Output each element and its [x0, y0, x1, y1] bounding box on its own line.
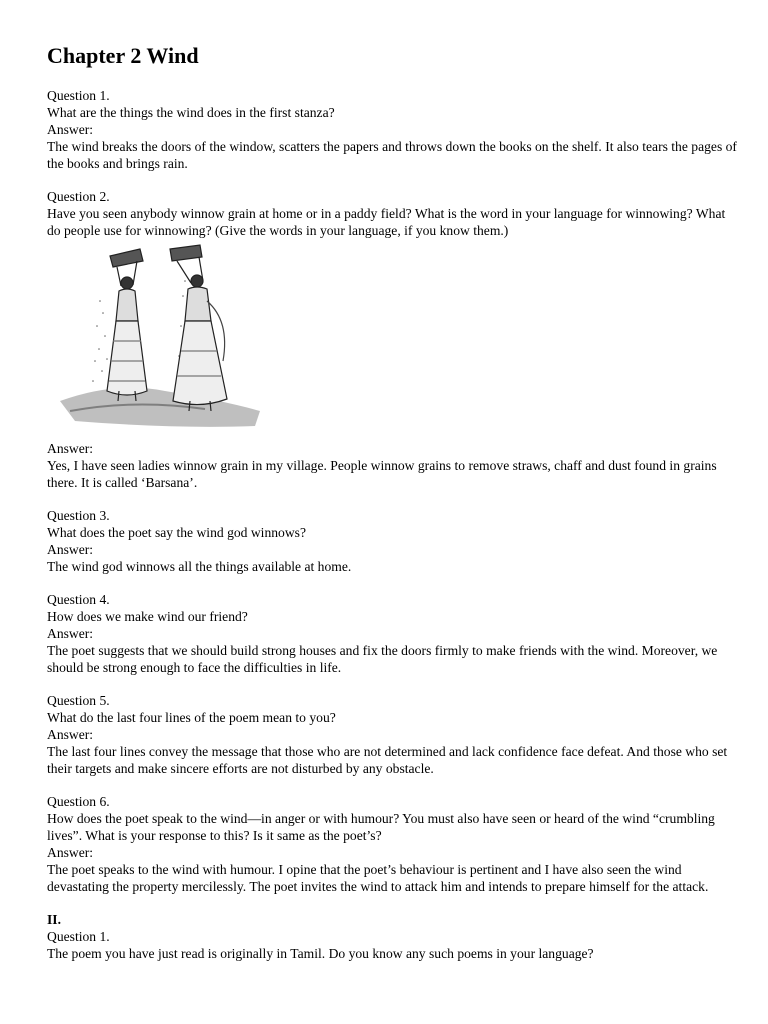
answer-1-label: Answer:: [47, 122, 94, 137]
answer-2-label: Answer:: [47, 441, 94, 456]
question-2-text: Have you seen anybody winnow grain at home or in a paddy field? What is the word in your language for winnowing? What do people use for winnowing? (Give the words in your language, if you know them.): [47, 206, 726, 238]
answer-5-label: Answer:: [47, 727, 94, 742]
answer-4-label: Answer:: [47, 626, 94, 641]
question-1-label: Question 1.: [47, 88, 110, 103]
answer-5-text: The last four lines convey the message that those who are not determined and lack confidence face defeat. And those who set their targets and make sincere efforts are not disturbed by any obstacle.: [47, 744, 728, 776]
question-2-block: [47, 188, 737, 491]
answer-1-text: The wind breaks the doors of the window, scatters the papers and throws down the books on the shelf. It also tears the pages of the books and brings rain.: [47, 139, 737, 171]
answer-6-label: Answer:: [47, 845, 94, 860]
question-6-text: How does the poet speak to the wind—in anger or with humour? You must also have seen or heard of the wind “crumbling lives”. What is your response to this? Is it same as the poet’s?: [47, 811, 715, 843]
question-5-block: [47, 692, 737, 777]
question-4-label: Question 4.: [47, 592, 110, 607]
section-2-block: [47, 911, 737, 962]
answer-3-label: Answer:: [47, 542, 94, 557]
question-4-text: How does we make wind our friend?: [47, 609, 248, 624]
question-6-block: [47, 793, 737, 895]
answer-3-text: The wind god winnows all the things available at home.: [47, 559, 352, 574]
question-3-block: [47, 507, 737, 575]
question-1-block: [47, 87, 737, 172]
section-2-heading: II.: [47, 912, 61, 927]
page-title: Chapter 2 Wind: [47, 43, 199, 68]
question-2-label: Question 2.: [47, 189, 110, 204]
question-6-label: Question 6.: [47, 794, 110, 809]
question-1-text: What are the things the wind does in the first stanza?: [47, 105, 335, 120]
question-3-text: What does the poet say the wind god winnows?: [47, 525, 306, 540]
winnowing-illustration: [55, 241, 267, 429]
document-page: [47, 42, 737, 978]
question-5-text: What do the last four lines of the poem mean to you?: [47, 710, 336, 725]
answer-4-text: The poet suggests that we should build strong houses and fix the doors firmly to make friends with the wind. Moreover, we should be strong enough to face the difficulties in life.: [47, 643, 718, 675]
question-5-label: Question 5.: [47, 693, 110, 708]
answer-2-text: Yes, I have seen ladies winnow grain in my village. People winnow grains to remove straws, chaff and dust found in grains there. It is called ‘Barsana’.: [47, 458, 717, 490]
answer-6-text: The poet speaks to the wind with humour. I opine that the poet’s behaviour is pertinent and I have also seen the wind devastating the property mercilessly. The poet invites the wind to attack him and intends to prepare himself for the attack.: [47, 862, 709, 894]
section-2-question-1-text: The poem you have just read is originally in Tamil. Do you know any such poems in your language?: [47, 946, 594, 961]
question-4-block: [47, 591, 737, 676]
section-2-question-1-label: Question 1.: [47, 929, 110, 944]
question-3-label: Question 3.: [47, 508, 110, 523]
